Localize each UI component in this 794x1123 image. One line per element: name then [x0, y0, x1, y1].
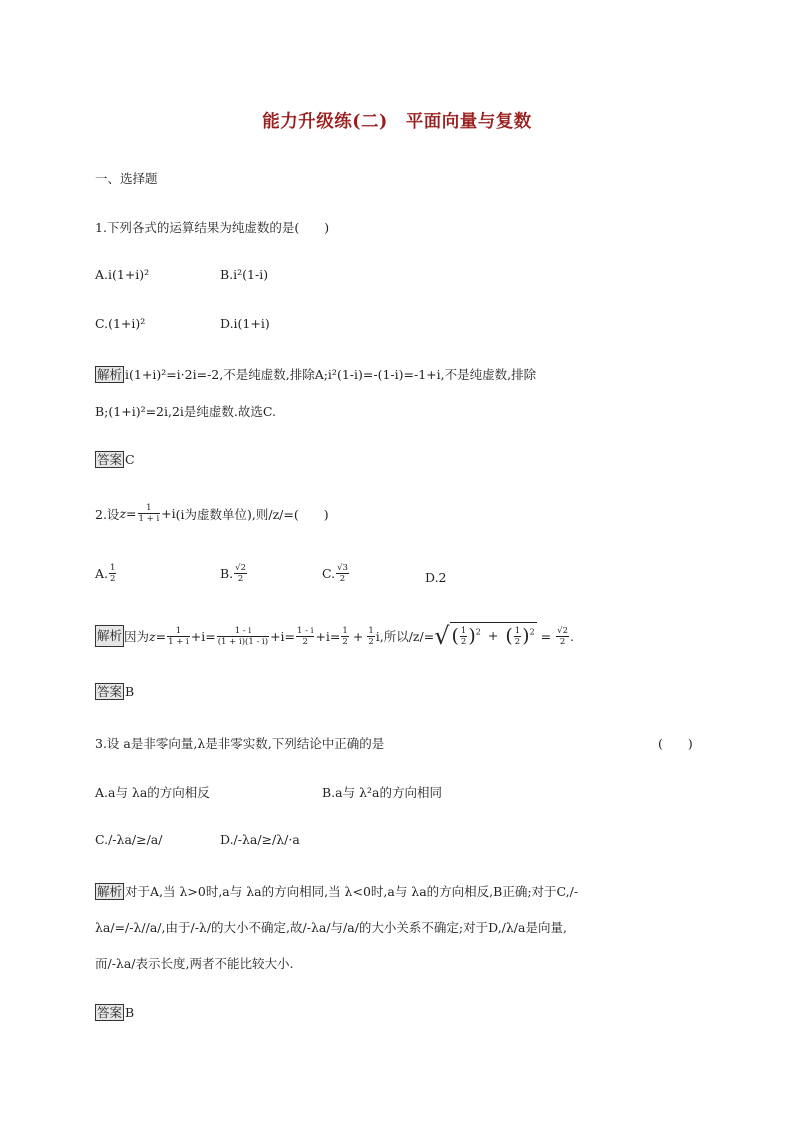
q3-analysis-line2: λa/=/-λ//a/,由于/-λ/的大小不确定,故/-λa/与/a/的大小关系不确定;对于D,/λ/a是向量, [95, 920, 567, 935]
answer-label: 答案 [97, 1005, 123, 1020]
q2-stem-suffix: (i为虚数单位),则/z/=( ) [175, 506, 329, 522]
q2-option-c: C. $\frac{√3}{2}$ [322, 563, 348, 584]
q1-answer-value: C [125, 452, 135, 467]
q3-option-c: C./-λa/≥/a/ [95, 832, 163, 847]
q1-option-c: C.(1+i)² [95, 316, 146, 331]
q3-analysis [95, 882, 578, 900]
q2-stem-prefix: 2.设 [95, 506, 120, 522]
q2-eq: = [126, 506, 137, 521]
q3-analysis-line1: 对于A,当 λ>0时,a与 λa的方向相同,当 λ<0时,a与 λa的方向相反,B正确;对于C,/- [125, 884, 579, 899]
q2-answer-value: B [125, 684, 135, 699]
answer-label: 答案 [97, 452, 123, 467]
q2-answer [95, 683, 134, 700]
q1-answer [95, 451, 135, 468]
answer-label: 答案 [97, 684, 123, 699]
analysis-label: 解析 [97, 367, 123, 382]
q2-stem [95, 503, 329, 524]
q3-option-d: D./-λa/≥/λ/·a [220, 832, 300, 847]
q3-option-b: B.a与 λ²a的方向相同 [322, 785, 442, 800]
q1-option-a: A.i(1+i)² [95, 267, 150, 282]
q2-option-a: A. $\frac{1}{2}$ [95, 563, 116, 584]
q3-stem-paren: ( ) [658, 736, 693, 751]
q3-answer [95, 1004, 134, 1021]
q1-stem: 1.下列各式的运算结果为纯虚数的是( ) [95, 220, 330, 235]
q1-analysis [95, 365, 536, 383]
section-heading: 一、选择题 [95, 171, 158, 186]
q2-analysis: 解析 因为 z = $\frac{1}{1 + i}$ +i = $\frac{1 - i}{(1 + i)(1 - i)}$ +i = $\frac{1 - i}{2}$ +i = $\frac{1}{2}$ + $\frac{1}{2}$ i ,所以/z/= √ ( $\frac{1}{2}$ )$^2$ + ( $\frac{1}{2}$ )$^2$ = $\frac{√2}{2}$ . [97, 622, 574, 650]
q2-sqrt-expression: √ ( $\frac{1}{2}$ )$^2$ + ( $\frac{1}{2}$ )$^2$ [434, 622, 535, 650]
q1-analysis-line2: B;(1+i)²=2i,2i是纯虚数.故选C. [95, 404, 277, 419]
page-title: 能力升级练(二) 平面向量与复数 [262, 112, 532, 132]
q1-analysis-line1: i(1+i)²=i·2i=-2,不是纯虚数,排除A;i²(1-i)=-(1-i)=-1+i,不是纯虚数,排除 [125, 367, 537, 382]
q2-z: z [119, 506, 127, 521]
q2-fraction: $\frac{1}{1 + i}$ [138, 503, 160, 524]
q2-option-d: D.2 [425, 570, 447, 585]
q1-option-b: B.i²(1-i) [220, 267, 269, 282]
analysis-label: 解析 [97, 884, 123, 899]
analysis-label: 解析 [95, 625, 124, 647]
q3-answer-value: B [125, 1005, 135, 1020]
q3-stem: 3.设 a是非零向量,λ是非零实数,下列结论中正确的是 [95, 736, 385, 751]
q2-plus-i: +i [161, 506, 176, 521]
q3-analysis-line3: 而/-λa/表示长度,两者不能比较大小. [95, 956, 294, 971]
q1-option-d: D.i(1+i) [220, 316, 270, 331]
q2-option-b: B. $\frac{√2}{2}$ [220, 563, 246, 584]
q3-option-a: A.a与 λa的方向相反 [95, 785, 210, 800]
